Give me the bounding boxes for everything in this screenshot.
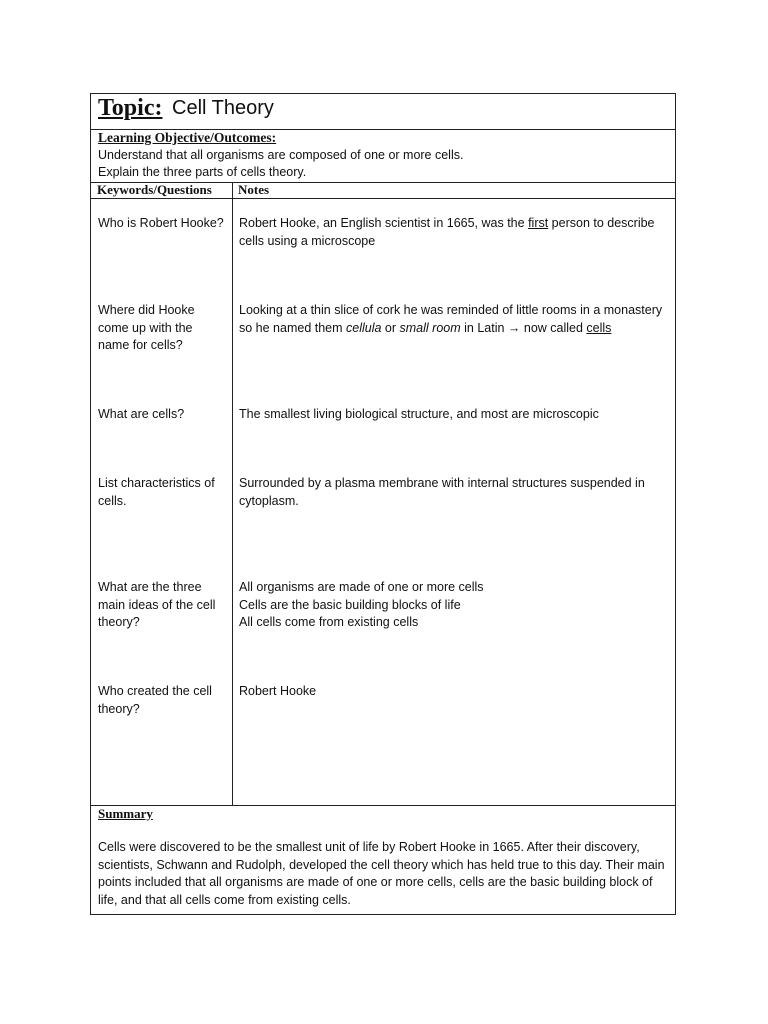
question-cell: What are cells? [98, 407, 185, 421]
summary-row [91, 805, 675, 914]
note-cell: The smallest living biological structure, and most are microscopic [239, 407, 599, 421]
question-cell: What are the three main ideas of the cell theory? [98, 580, 216, 629]
topic-row [91, 94, 675, 130]
learning-objectives-row [91, 130, 675, 183]
note-cell [239, 302, 675, 337]
column-divider [232, 183, 233, 805]
objective-line: Explain the three parts of cells theory. [98, 165, 307, 179]
note-cell [239, 579, 675, 632]
note-text: Looking at a thin slice of cork he was reminded of little rooms in a monastery so he named them [239, 303, 663, 335]
note-italic: small room [399, 320, 461, 335]
note-cell: Robert Hooke [239, 684, 317, 698]
objectives-heading: Learning Objective/Outcomes: [98, 130, 277, 145]
notes-column-header: Notes [238, 182, 270, 197]
note-text: person to describe cells using a microscope [239, 216, 655, 248]
topic-label: Topic: [98, 95, 163, 121]
summary-heading: Summary [98, 806, 153, 821]
note-underlined: cells [586, 320, 612, 335]
topic-value: Cell Theory [172, 97, 274, 119]
objective-line: Understand that all organisms are composed of one or more cells. [98, 148, 464, 162]
question-cell: Where did Hooke come up with the name for cells? [98, 303, 195, 352]
note-line: Cells are the basic building blocks of life [239, 597, 461, 612]
keywords-column-header: Keywords/Questions [97, 182, 212, 197]
question-cell: Who created the cell theory? [98, 684, 212, 716]
question-cell: Who is Robert Hooke? [98, 216, 224, 230]
summary-text: Cells were discovered to be the smallest unit of life by Robert Hooke in 1665. After their discovery, scientists, Schwann and Rudolph, developed the cell theory which has held true to this day. Their main points included that all organisms are made of one or more cells, cells are the basic building block of life, and that all cells come from existing cells. [98, 840, 665, 907]
note-line: All organisms are made of one or more cells [239, 580, 484, 594]
note-text: in Latin → now called [460, 320, 587, 335]
note-line: All cells come from existing cells [239, 615, 419, 629]
note-text: Robert Hooke, an English scientist in 1665, was the [239, 216, 529, 230]
note-cell: Surrounded by a plasma membrane with internal structures suspended in cytoplasm. [239, 476, 645, 508]
note-underlined: first [528, 216, 549, 230]
table-header-row [91, 183, 675, 199]
note-italic: cellula [346, 320, 382, 335]
cornell-notes-sheet [90, 93, 676, 915]
note-text: or [381, 320, 400, 335]
question-cell: List characteristics of cells. [98, 476, 215, 508]
note-cell [239, 215, 675, 250]
